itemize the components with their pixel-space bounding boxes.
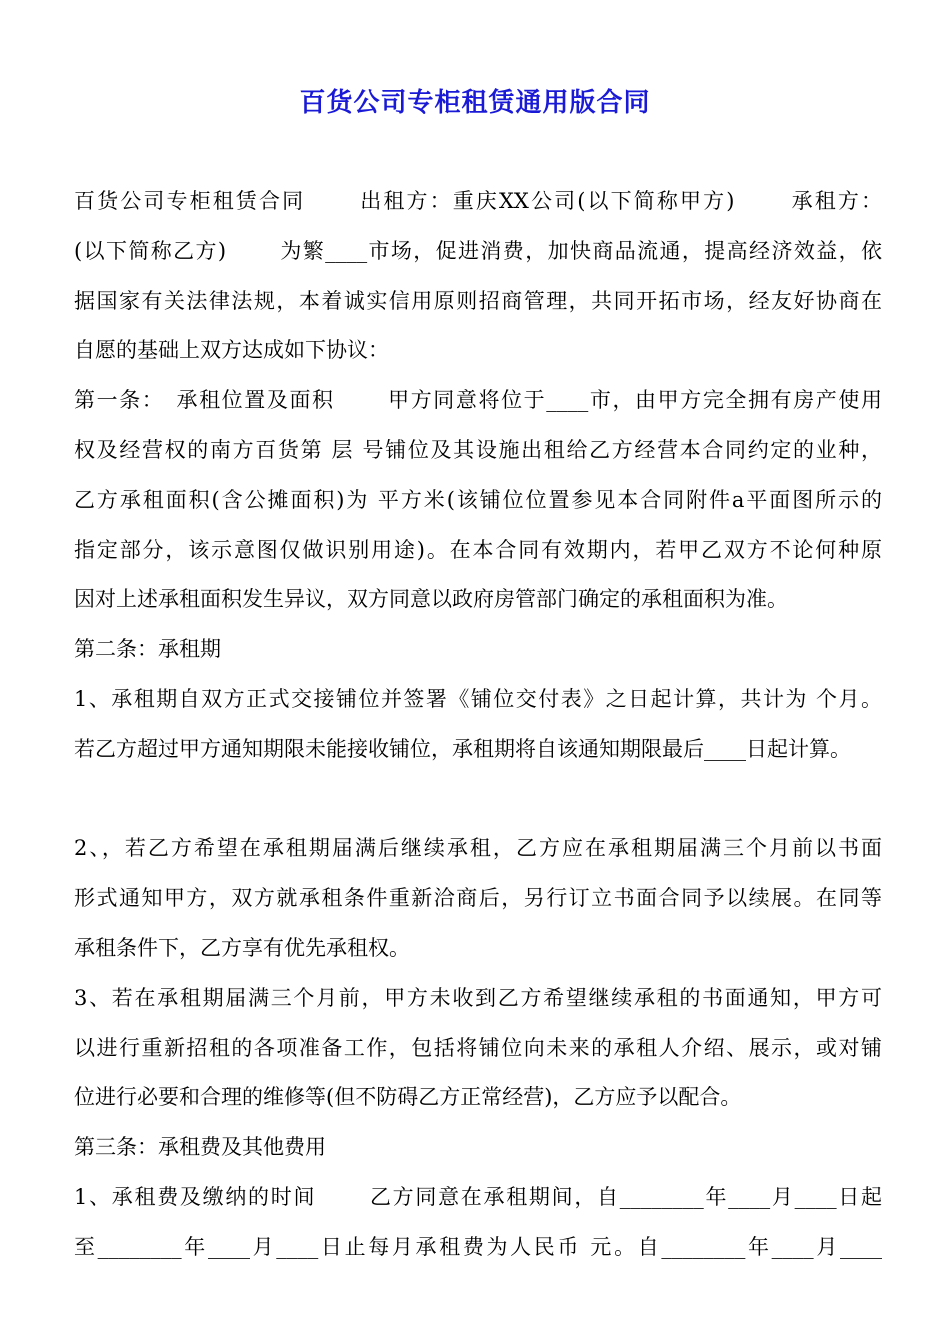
paragraph-line: 自愿的基础上双方达成如下协议：	[74, 338, 389, 363]
paragraph-line: 3、若在承租期届满三个月前，甲方未收到乙方希望继续承租的书面通知，甲方可	[74, 985, 882, 1010]
paragraph-line: 据国家有关法律法规，本着诚实信用原则招商管理，共同开拓市场，经友好协商在	[74, 288, 882, 313]
document-title: 百货公司专柜租赁通用版合同	[299, 88, 651, 118]
paragraph-line: 位进行必要和合理的维修等(但不防碍乙方正常经营)，乙方应予以配合。	[74, 1085, 742, 1110]
document-body	[74, 177, 882, 1273]
paragraph-line: 第一条： 承租位置及面积 甲方同意将位于____市，由甲方完全拥有房产使用	[74, 388, 882, 413]
paragraph-line: 乙方承租面积(含公摊面积)为 平方米(该铺位位置参见本合同附件a平面图所示的	[74, 487, 882, 512]
paragraph-line: 至________年____月____日止每月承租费为人民币 元。自________年____月____	[74, 1234, 882, 1259]
paragraph-line: 形式通知甲方，双方就承租条件重新洽商后，另行订立书面合同予以续展。在同等	[74, 886, 882, 911]
section-heading: 第三条：承租费及其他费用	[74, 1135, 326, 1160]
blank-line	[74, 775, 882, 825]
paragraph-line: 承租条件下，乙方享有优先承租权。	[74, 935, 410, 960]
paragraph-line: 1、承租期自双方正式交接铺位并签署《铺位交付表》之日起计算，共计为 个月。	[74, 686, 882, 711]
paragraph-line: 若乙方超过甲方通知期限未能接收铺位，承租期将自该通知期限最后____日起计算。	[74, 736, 851, 761]
paragraph-line: 百货公司专柜租赁合同 出租方：重庆XX公司(以下简称甲方) 承租方：	[74, 189, 882, 213]
paragraph-line: 1、承租费及缴纳的时间 乙方同意在承租期间，自________年____月____日起	[74, 1184, 882, 1209]
section-heading: 第二条：承租期	[74, 637, 221, 662]
paragraph-line: (以下简称乙方) 为繁____市场，促进消费，加快商品流通，提高经济效益，依	[74, 238, 882, 263]
paragraph-line: 2、，若乙方希望在承租期届满后继续承租，乙方应在承租期届满三个月前以书面	[74, 836, 882, 861]
paragraph-line: 权及经营权的南方百货第 层 号铺位及其设施出租给乙方经营本合同约定的业种，	[74, 437, 882, 462]
paragraph-line: 因对上述承租面积发生异议，双方同意以政府房管部门确定的承租面积为准。	[74, 587, 788, 612]
paragraph-line: 指定部分，该示意图仅做识别用途)。在本合同有效期内，若甲乙双方不论何种原	[74, 537, 882, 562]
paragraph-line: 以进行重新招租的各项准备工作，包括将铺位向未来的承租人介绍、展示，或对铺	[74, 1035, 882, 1060]
